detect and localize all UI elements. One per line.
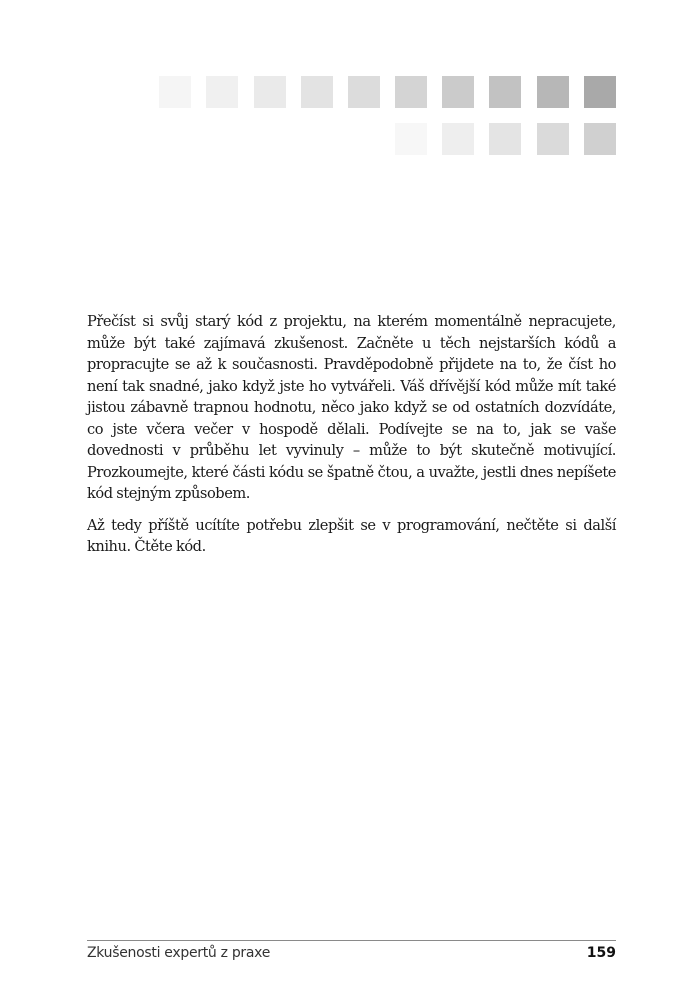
page-number: 159 xyxy=(586,945,616,961)
decor-square-r1-3 xyxy=(254,76,286,108)
decorative-squares xyxy=(0,0,700,170)
decor-square-r1-7 xyxy=(442,76,474,108)
decor-square-r1-5 xyxy=(348,76,380,108)
body-text xyxy=(87,311,616,568)
running-footer-title: Zkušenosti expertů z praxe xyxy=(87,945,271,961)
decor-square-r2-4 xyxy=(537,123,569,155)
decor-square-r2-1 xyxy=(395,123,427,155)
decor-square-r2-5 xyxy=(584,123,616,155)
decor-square-r2-2 xyxy=(442,123,474,155)
paragraph-1: Přečíst si svůj starý kód z projektu, na kterém momentálně nepracujete, může být také zajímavá zkušenost. Začněte u těch nejstarších kódů a propracujte se až k současnosti. Pravděpodobně přijdete na to, že číst ho není tak snadné, jako když jste ho vytvářeli. Váš dřívější kód může mít také jistou zábavně trapnou hodnotu, něco jako když se od ostatních dozvídáte, co jste včera večer v hospodě dělali. Podívejte se na to, jak se vaše dovednosti v průběhu let vyvinuly – může to být skutečně motivující. Prozkoumejte, které části kódu se špatně čtou, a uvažte, jestli dnes nepíšete kód stejným způsobem. xyxy=(87,313,616,502)
decor-square-r1-9 xyxy=(537,76,569,108)
decor-square-r1-8 xyxy=(489,76,521,108)
decor-square-r1-10 xyxy=(584,76,616,108)
decor-square-r1-4 xyxy=(301,76,333,108)
decor-square-r2-3 xyxy=(489,123,521,155)
decor-square-r1-2 xyxy=(206,76,238,108)
paragraph-2: Až tedy příště ucítíte potřebu zlepšit se v programování, nečtěte si další knihu. Čtěte kód. xyxy=(87,516,616,555)
footer-divider xyxy=(87,940,616,941)
decor-square-r1-1 xyxy=(159,76,191,108)
decor-square-r1-6 xyxy=(395,76,427,108)
